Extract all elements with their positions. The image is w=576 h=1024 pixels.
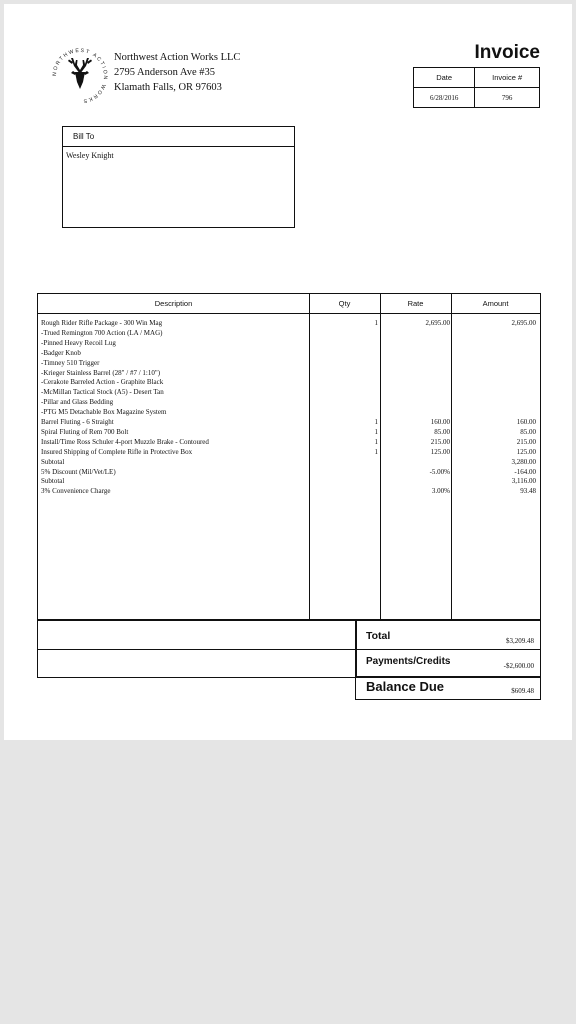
table-row bbox=[38, 398, 540, 408]
item-description: Subtotal bbox=[41, 477, 65, 486]
payments-row bbox=[355, 648, 541, 678]
balance-due-value: $609.48 bbox=[511, 687, 534, 695]
balance-due-label: Balance Due bbox=[366, 679, 445, 694]
item-description: Insured Shipping of Complete Rifle in Protective Box bbox=[41, 447, 193, 456]
table-row bbox=[38, 448, 540, 458]
rate-header: Rate bbox=[380, 294, 451, 314]
item-rate: 160.00 bbox=[430, 418, 450, 426]
table-row bbox=[38, 428, 540, 438]
item-amount: 215.00 bbox=[516, 437, 536, 446]
table-row bbox=[38, 388, 540, 398]
date-header: Date bbox=[414, 68, 475, 88]
item-qty: 1 bbox=[374, 427, 378, 436]
item-description: 5% Discount (Mil/Vet/LE) bbox=[41, 467, 116, 476]
table-row bbox=[38, 319, 540, 329]
item-description: Subtotal bbox=[41, 457, 65, 466]
line-items-table bbox=[37, 293, 541, 621]
total-value: $3,209.48 bbox=[506, 637, 534, 645]
table-row bbox=[38, 378, 540, 388]
table-row bbox=[38, 339, 540, 349]
invoice-number: 796 bbox=[475, 88, 540, 108]
table-row bbox=[38, 359, 540, 369]
table-row bbox=[38, 438, 540, 448]
item-amount: 85.00 bbox=[520, 427, 536, 436]
table-row bbox=[38, 487, 540, 497]
invoice-title: Invoice bbox=[474, 42, 540, 63]
invoice-date: 6/28/2016 bbox=[414, 88, 475, 108]
invoice-meta-table bbox=[413, 67, 540, 108]
item-description: -Cerakote Barreled Action - Graphite Black bbox=[41, 378, 164, 387]
item-description: -Krieger Stainless Barrel (28" / #7 / 1:10") bbox=[41, 368, 161, 377]
company-info bbox=[114, 50, 240, 95]
item-amount: 93.48 bbox=[520, 487, 536, 496]
total-label: Total bbox=[366, 630, 391, 642]
item-qty: 1 bbox=[374, 437, 378, 446]
table-row bbox=[38, 369, 540, 379]
company-address-line1: 2795 Anderson Ave #35 bbox=[114, 67, 216, 78]
item-amount: 3,280.00 bbox=[511, 457, 536, 466]
table-row bbox=[38, 349, 540, 359]
item-amount: 3,116.00 bbox=[511, 477, 536, 486]
bill-to-box bbox=[62, 126, 295, 228]
payments-value: -$2,600.00 bbox=[503, 662, 534, 670]
item-amount: 125.00 bbox=[516, 447, 536, 456]
item-description: -Pinned Heavy Recoil Lug bbox=[41, 338, 116, 347]
table-row bbox=[38, 458, 540, 468]
table-row bbox=[38, 418, 540, 428]
notes-box bbox=[37, 619, 357, 650]
item-qty: 1 bbox=[374, 447, 378, 456]
amount-header: Amount bbox=[451, 294, 540, 314]
item-description: 3% Convenience Charge bbox=[41, 487, 111, 496]
company-address-line2: Klamath Falls, OR 97603 bbox=[114, 82, 222, 93]
item-description: Install/Time Ross Schuler 4-port Muzzle Brake - Contoured bbox=[41, 437, 209, 446]
item-description: -Pillar and Glass Bedding bbox=[41, 398, 114, 407]
item-description: Barrel Fluting - 6 Straight bbox=[41, 418, 114, 426]
description-header: Description bbox=[38, 294, 309, 314]
table-row bbox=[38, 408, 540, 418]
item-amount: 2,695.00 bbox=[511, 319, 536, 327]
total-row bbox=[355, 619, 541, 650]
item-amount: -164.00 bbox=[514, 467, 536, 476]
bill-to-name: Wesley Knight bbox=[66, 151, 114, 160]
table-row bbox=[38, 329, 540, 339]
item-qty: 1 bbox=[374, 319, 378, 327]
item-description: -McMillan Tactical Stock (A5) - Desert Tan bbox=[41, 388, 164, 397]
notes-box-2 bbox=[37, 648, 357, 678]
item-description: -Trued Remington 700 Action (LA / MAG) bbox=[41, 328, 163, 337]
qty-header: Qty bbox=[309, 294, 380, 314]
item-amount: 160.00 bbox=[516, 418, 536, 426]
item-qty: 1 bbox=[374, 418, 378, 426]
bill-to-label: Bill To bbox=[63, 127, 294, 147]
table-row bbox=[38, 468, 540, 478]
svg-text:NORTHWEST ACTION WORKS: NORTHWEST ACTION WORKS bbox=[51, 47, 109, 104]
company-name: Northwest Action Works LLC bbox=[114, 52, 241, 63]
company-logo bbox=[48, 44, 112, 108]
item-rate: 3.00% bbox=[431, 487, 450, 496]
item-rate: 125.00 bbox=[430, 447, 450, 456]
item-description: -PTG M5 Detachable Box Magazine System bbox=[41, 408, 167, 417]
invoice-number-header: Invoice # bbox=[475, 68, 540, 88]
balance-due-row bbox=[355, 676, 541, 700]
item-rate: 2,695.00 bbox=[425, 319, 450, 327]
item-rate: 215.00 bbox=[430, 437, 450, 446]
item-description: Rough Rider Rifle Package - 300 Win Mag bbox=[41, 319, 163, 327]
item-description: -Badger Knob bbox=[41, 348, 81, 357]
table-row bbox=[38, 477, 540, 487]
payments-label: Payments/Credits bbox=[366, 656, 451, 667]
item-description: Spiral Fluting of Rem 700 Bolt bbox=[41, 427, 129, 436]
item-rate: -5.00% bbox=[429, 467, 450, 476]
item-description: -Timney 510 Trigger bbox=[41, 358, 100, 367]
invoice-page bbox=[4, 4, 572, 740]
item-rate: 85.00 bbox=[434, 427, 450, 436]
